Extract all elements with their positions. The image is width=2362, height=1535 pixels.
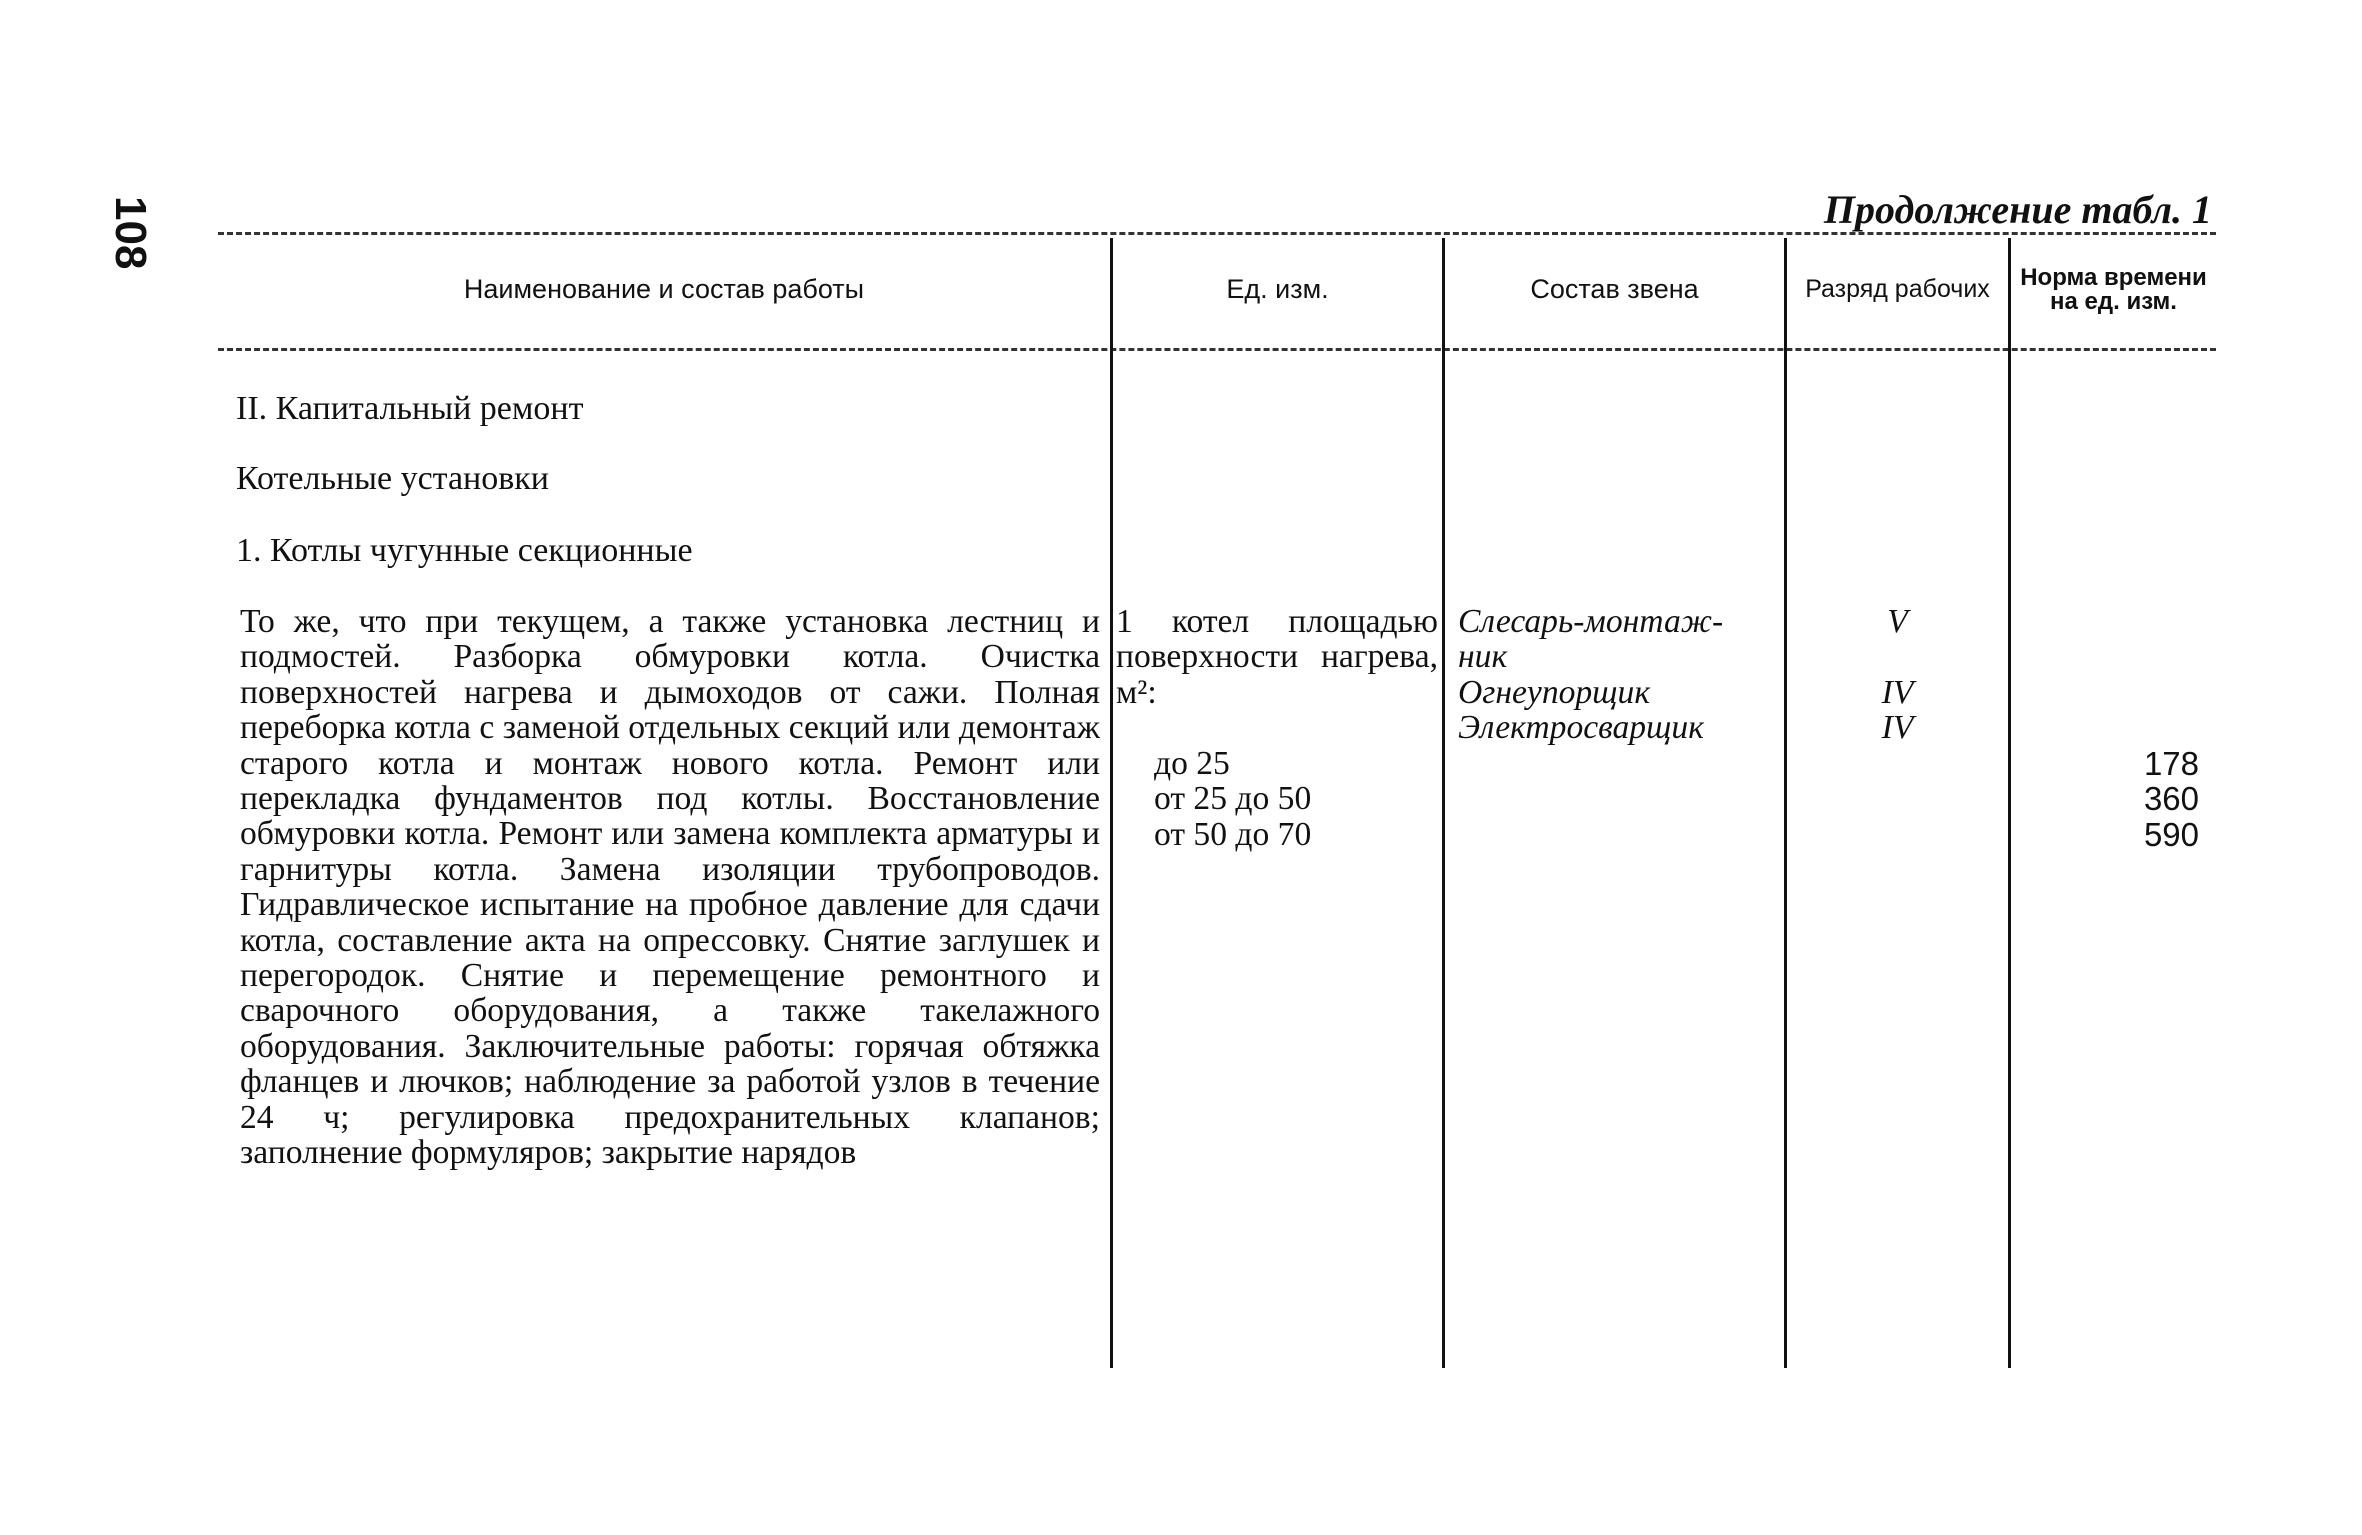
header-grade: Разряд рабочих bbox=[1805, 275, 1990, 304]
header-time-norm: Норма времени на ед. изм. bbox=[2020, 263, 2207, 315]
header-work-name: Наименование и состав работы bbox=[463, 274, 865, 305]
area-range: до 25 bbox=[1154, 745, 1230, 782]
time-norm-value: 178 bbox=[2143, 745, 2199, 782]
crew-member: Огнеупорщик bbox=[1458, 673, 1651, 711]
table-continuation-label: Продолжение табл. 1 bbox=[1823, 187, 2212, 232]
column-divider-1 bbox=[1110, 238, 1113, 1368]
table-header-rule bbox=[218, 348, 2216, 351]
section-heading-capital-repair: II. Капитальный ремонт bbox=[236, 390, 584, 427]
time-norm-value: 360 bbox=[2143, 780, 2199, 818]
crew-member: Слесарь-монтаж- bbox=[1458, 603, 1724, 640]
column-divider-2 bbox=[1442, 238, 1445, 1368]
area-ranges bbox=[1154, 746, 1311, 852]
worker-grade: V bbox=[1887, 603, 1908, 640]
crew-member: ник bbox=[1458, 638, 1508, 676]
time-norm-list bbox=[2011, 746, 2199, 852]
worker-grade: IV bbox=[1881, 709, 1914, 747]
worker-grade bbox=[1787, 639, 2008, 674]
crew-list bbox=[1458, 604, 1778, 746]
header-crew: Состав звена bbox=[1530, 274, 1699, 305]
worker-grade: IV bbox=[1881, 673, 1914, 711]
table-top-rule bbox=[218, 232, 2216, 235]
section-heading-boiler-units: Котельные установки bbox=[236, 460, 550, 497]
area-range: от 25 до 50 bbox=[1154, 780, 1312, 818]
section-heading-cast-iron-boilers: 1. Котлы чугунные секционные bbox=[236, 532, 693, 569]
work-description: То же, что при текущем, а также установка лестниц и подмостей. Разборка обмуровки котла. Очистка поверхностей нагрева и дымоходов от сажи. Полная переборка котла с заменой отдельных секций или демонтаж старого котла и монтаж нового котла. Ремонт или перекладка фундаментов под котлы. Восстановление обмуровки котла. Ремонт или замена комплекта арматуры и гарнитуры котла. Замена изоляции трубопроводов. Гидравлическое испытание на пробное давление для сдачи котла, составление акта на опрессовку. Снятие заглушек и перегородок. Снятие и перемещение ремонтного и сварочного оборудования, а также такелажного оборудования. Заключительные работы: горячая обтяжка фланцев и лючков; наблюдение за работой узлов в течение 24 ч; регулировка предохранительных клапанов; заполнение формуляров; закрытие нарядов bbox=[240, 603, 1100, 1172]
column-divider-3 bbox=[1784, 238, 1787, 1368]
page-number: 108 bbox=[106, 196, 155, 270]
unit-of-measure: 1 котел площадью поверхности нагрева, м²: bbox=[1116, 603, 1438, 711]
crew-member: Электросварщик bbox=[1458, 709, 1704, 747]
area-range: от 50 до 70 bbox=[1154, 815, 1312, 853]
grade-list bbox=[1787, 604, 2008, 746]
header-unit: Ед. изм. bbox=[1226, 274, 1329, 305]
time-norm-value: 590 bbox=[2143, 815, 2199, 853]
